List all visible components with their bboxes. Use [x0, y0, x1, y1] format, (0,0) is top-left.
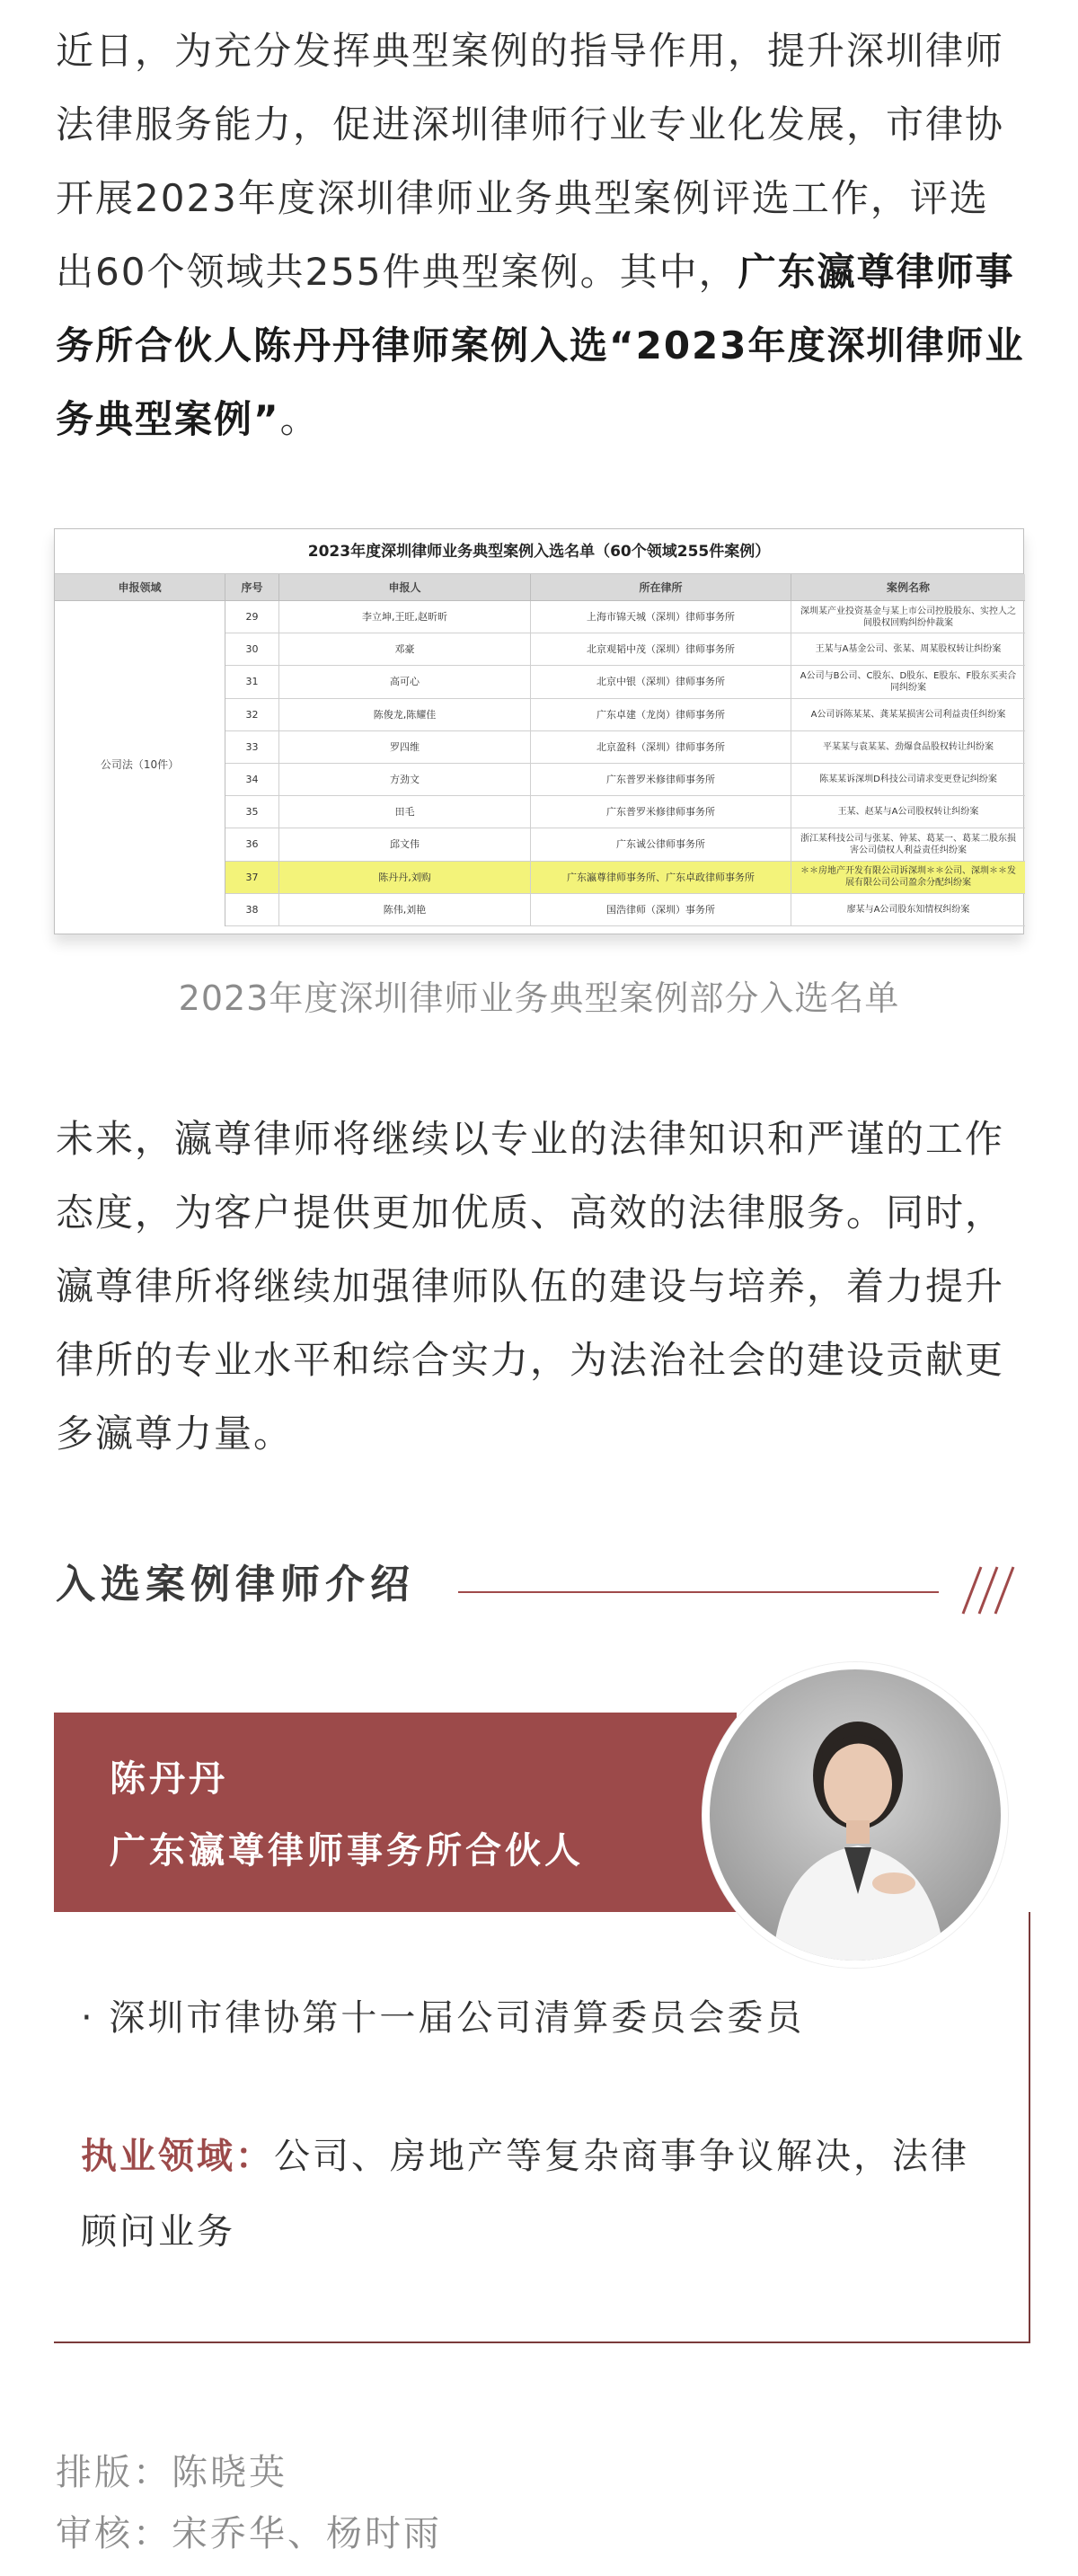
- table-row: [225, 601, 1025, 633]
- row-case: 廖某与A公司股东知情权纠纷案: [846, 904, 970, 915]
- table-header-no: 序号: [225, 574, 279, 601]
- row-no: 30: [225, 633, 279, 665]
- credit-review: 审核：宋乔华、杨时雨: [56, 2513, 442, 2554]
- lawyer-photo: [702, 1662, 1008, 1968]
- profile-item: · 深圳市律协第十一届公司清算委员会委员: [81, 1997, 805, 2039]
- table-row: [225, 862, 1025, 894]
- table-row: [225, 633, 1025, 666]
- row-firm: 广东瀛尊律师事务所、广东卓政律师事务所: [531, 862, 791, 893]
- table-field-cell: 公司法（10件）: [55, 601, 225, 926]
- row-case: 王某、赵某与A公司股权转让纠纷案: [837, 807, 979, 818]
- row-case: 王某与A基金公司、张某、周某股权转让纠纷案: [815, 644, 1002, 655]
- credit-layout: 排版：陈晓英: [56, 2452, 287, 2493]
- slashes-decoration-icon: [945, 1563, 1017, 1617]
- row-firm: 上海市锦天城（深圳）律师事务所: [531, 601, 791, 633]
- row-no: 34: [225, 764, 279, 795]
- table-header-case: 案例名称: [791, 574, 1025, 601]
- row-no: 31: [225, 666, 279, 697]
- table-row: [225, 764, 1025, 796]
- table-row: [225, 666, 1025, 698]
- row-case: 浙江某科技公司与张某、钟某、葛某一、葛某二股东损害公司债权人利益责任纠纷案: [800, 833, 1016, 855]
- row-no: 29: [225, 601, 279, 633]
- row-person: 罗四维: [279, 731, 531, 763]
- row-firm: 广东普罗米修律师事务所: [531, 796, 791, 828]
- row-firm: 广东卓建（龙岗）律师事务所: [531, 699, 791, 730]
- practice-text: 公司、房地产等复杂商事争议解决，法律顾问业务: [81, 2136, 969, 2253]
- table-row: [225, 731, 1025, 764]
- table-header-person: 申报人: [279, 574, 531, 601]
- row-firm: 广东诚公律师事务所: [531, 828, 791, 860]
- table-header-field: 申报领域: [55, 574, 225, 601]
- row-case: 平某某与袁某某、劲爆食品股权转让纠纷案: [823, 741, 994, 752]
- table-rows: [225, 601, 1025, 926]
- row-person: 陈丹丹,刘购: [279, 862, 531, 893]
- row-case: ＊＊房地产开发有限公司诉深圳＊＊公司、深圳＊＊发展有限公司公司盈余分配纠纷案: [791, 862, 1025, 893]
- selection-list-table: [54, 528, 1024, 934]
- section-divider: [458, 1591, 939, 1593]
- row-no: 37: [225, 862, 279, 893]
- practice-label: 执业领域：: [81, 2136, 274, 2177]
- row-firm: 北京盈科（深圳）律师事务所: [531, 731, 791, 763]
- outro-paragraph: 未来，瀛尊律师将继续以专业的法律知识和严谨的工作态度，为客户提供更加优质、高效的法律服务。同时，瀛尊律所将继续加强律师队伍的建设与培养，着力提升律所的专业水平和综合实力，为法治社会的建设贡献更多瀛尊力量。: [56, 1117, 1005, 1456]
- portrait-icon: [710, 1669, 1001, 1961]
- row-no: 33: [225, 731, 279, 763]
- intro-highlight: 广东瀛尊律师事务所合伙人陈丹丹律师案例入选“2023年度深圳律师业务典型案例”: [56, 250, 1025, 441]
- row-person: 邱文伟: [279, 828, 531, 860]
- row-firm: 北京中银（深圳）律师事务所: [531, 666, 791, 697]
- table-row: [225, 828, 1025, 861]
- row-case: A公司诉陈某某、龚某某损害公司利益责任纠纷案: [810, 709, 1006, 720]
- row-person: 李立坤,王旺,赵昕昕: [279, 601, 531, 633]
- row-no: 38: [225, 894, 279, 925]
- row-person: 方劲文: [279, 764, 531, 795]
- table-title: 2023年度深圳律师业务典型案例入选名单（60个领域255件案例）: [55, 529, 1023, 574]
- section-title: 入选案例律师介绍: [56, 1562, 415, 1607]
- practice-area: [81, 2119, 997, 2270]
- intro-end: 。: [279, 397, 320, 441]
- row-firm: 国浩律师（深圳）事务所: [531, 894, 791, 925]
- table-row: [225, 796, 1025, 828]
- lawyer-role: 广东瀛尊律师事务所合伙人: [110, 1830, 584, 1872]
- row-case: 深圳某产业投资基金与某上市公司控股股东、实控人之间股权回购纠纷仲裁案: [800, 606, 1016, 628]
- row-person: 田毛: [279, 796, 531, 828]
- row-firm: 北京观韬中茂（深圳）律师事务所: [531, 633, 791, 665]
- table-header-firm: 所在律所: [531, 574, 791, 601]
- row-firm: 广东普罗米修律师事务所: [531, 764, 791, 795]
- row-person: 陈俊龙,陈耀佳: [279, 699, 531, 730]
- row-person: 高可心: [279, 666, 531, 697]
- profile-banner: [54, 1713, 737, 1912]
- row-no: 32: [225, 699, 279, 730]
- row-no: 36: [225, 828, 279, 860]
- table-caption: 2023年度深圳律师业务典型案例部分入选名单: [178, 978, 900, 1018]
- table-row: [225, 699, 1025, 731]
- row-person: 陈伟,刘艳: [279, 894, 531, 925]
- row-no: 35: [225, 796, 279, 828]
- row-person: 邓豪: [279, 633, 531, 665]
- intro-paragraph: [56, 14, 1026, 456]
- lawyer-name: 陈丹丹: [110, 1758, 228, 1800]
- table-row: [225, 894, 1025, 926]
- row-case: 陈某某诉深圳D科技公司请求变更登记纠纷案: [819, 775, 997, 785]
- row-case: A公司与B公司、C股东、D股东、E股东、F股东买卖合同纠纷案: [800, 670, 1017, 693]
- intro-text: 近日，为充分发挥典型案例的指导作用，提升深圳律师法律服务能力，促进深圳律师行业专业化发展，市律协开展2023年度深圳律师业务典型案例评选工作，评选出60个领域共255件典型案例。其中，: [56, 29, 1005, 294]
